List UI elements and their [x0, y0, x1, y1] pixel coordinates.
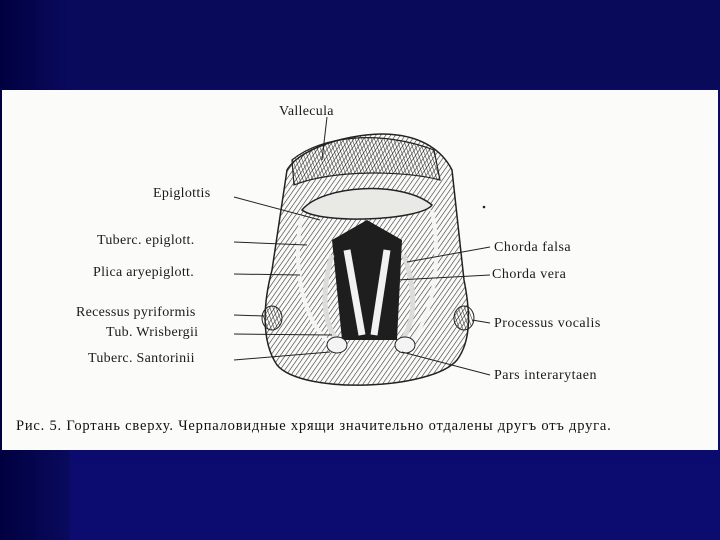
label-vallecula: Vallecula — [279, 104, 334, 119]
label-recessus-pyriformis: Recessus pyriformis — [76, 305, 196, 320]
speck — [483, 206, 486, 209]
recess-right — [454, 306, 474, 330]
label-tuberc-epiglott: Tuberc. epiglott. — [97, 233, 195, 248]
label-chorda-vera: Chorda vera — [492, 267, 567, 282]
top-band — [0, 0, 720, 88]
label-epiglottis: Epiglottis — [153, 186, 211, 201]
label-plica-aryepiglott: Plica aryepiglott. — [93, 265, 195, 280]
label-pars-interarytaen: Pars interarytaen — [494, 368, 597, 383]
tubercle-left — [327, 337, 347, 353]
illustration-sheet — [2, 90, 718, 450]
label-processus-vocalis: Processus vocalis — [494, 316, 601, 331]
tubercle-right — [395, 337, 415, 353]
glottis-dark — [332, 220, 402, 340]
label-chorda-falsa: Chorda falsa — [494, 240, 572, 255]
figure-caption: Рис. 5. Гортань сверху. Черпаловидные хрящи значительно отдалены другъ отъ друга. — [16, 418, 612, 434]
recess-left — [262, 306, 282, 330]
label-tub-wrisbergii: Tub. Wrisbergii — [106, 325, 199, 340]
label-tuberc-santorinii: Tuberc. Santorinii — [88, 351, 195, 366]
